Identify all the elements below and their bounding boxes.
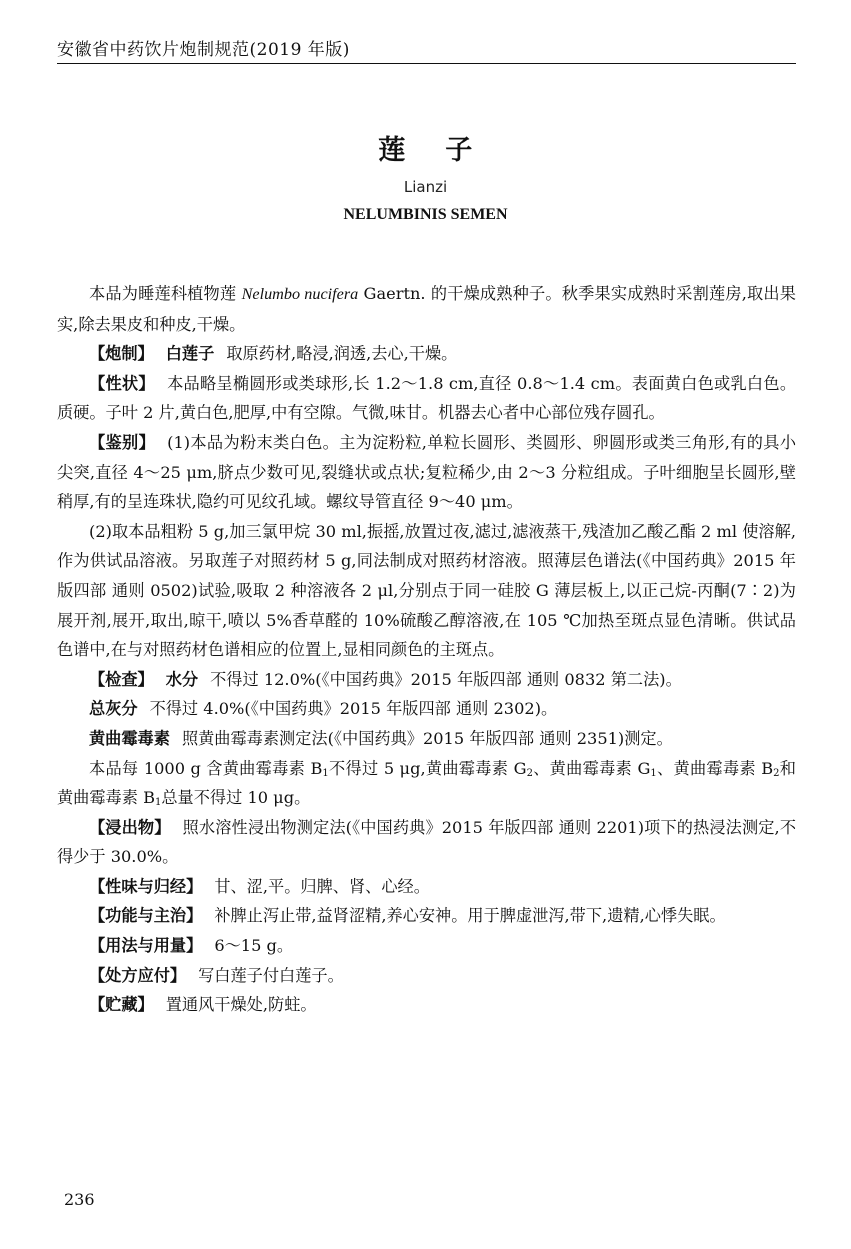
prescription-text: 写白莲子付白莲子。 [198, 965, 344, 985]
subscript: 1 [650, 767, 657, 779]
storage-text: 置通风干燥处,防蛀。 [165, 995, 317, 1015]
aflatoxin-limit-text: 不得过 5 μg,黄曲霉毒素 G [328, 758, 527, 778]
prescription-section [57, 961, 796, 991]
aflatoxin-paragraph [57, 724, 796, 754]
extract-label: 【浸出物】 [89, 817, 171, 837]
processing-section [57, 339, 796, 369]
processing-sub-label: 白莲子 [165, 344, 215, 364]
aflatoxin-limit-text: 和黄曲霉毒素 B [57, 758, 796, 808]
prescription-label: 【处方应付】 [89, 965, 187, 985]
subscript: 1 [154, 797, 162, 809]
aflatoxin-text: 照黄曲霉毒素测定法(《中国药典》2015 年版四部 通则 2351)测定。 [181, 728, 673, 748]
pinyin-name: Lianzi [403, 178, 448, 196]
function-section [57, 901, 796, 931]
processing-label: 【炮制】 [89, 344, 154, 364]
inspection-section [57, 665, 796, 695]
subscript: 2 [773, 767, 780, 779]
character-label: 【性状】 [89, 373, 155, 393]
dosage-label: 【用法与用量】 [89, 936, 203, 956]
identification-label: 【鉴别】 [89, 432, 156, 452]
aflatoxin-limit-text: 、黄曲霉毒素 B [656, 758, 774, 778]
nature-text: 甘、涩,平。归脾、肾、心经。 [214, 876, 430, 896]
storage-label: 【贮藏】 [89, 995, 154, 1015]
subscript: 2 [526, 767, 533, 779]
aflatoxin-limit-text: 总量不得过 10 μg。 [161, 788, 311, 808]
subscript: 1 [322, 767, 329, 779]
character-section [57, 369, 796, 428]
inspection-label: 【检查】 [89, 669, 154, 689]
aflatoxin-limit-text: 本品每 1000 g 含黄曲霉毒素 B [89, 758, 323, 778]
identification-text-2: (2)取本品粗粉 5 g,加三氯甲烷 30 ml,振摇,放置过夜,滤过,滤液蒸干,残渣加乙酸乙酯 2 ml 使溶解,作为供试品溶液。另取莲子对照药材 5 g,同法制成对照药材溶液。照薄层色谱法(《中国药典》2015 年版四部 通则 0502)试验,吸取 2 种溶液各 2 μl,分别点于同一硅胶 G 薄层板上,以正己烷-丙酮(7∶2)为展开剂,展开,取出,晾干,喷以 5%香草醛的 10%硫酸乙醇溶液,在 105 ℃加热至斑点显色清晰。供试品色谱中,在与对照药材色谱相应的位置上,显相同颜色的主斑点。 [57, 521, 796, 660]
species-name: Nelumbo nucifera [241, 285, 359, 303]
nature-label: 【性味与归经】 [89, 876, 203, 896]
extract-section [57, 813, 796, 872]
header-rule [57, 63, 796, 64]
function-text: 补脾止泻止带,益肾涩精,养心安神。用于脾虚泄泻,带下,遗精,心悸失眠。 [214, 906, 726, 926]
monograph-title: 莲 子 [378, 135, 473, 166]
extract-text: 照水溶性浸出物测定法(《中国药典》2015 年版四部 通则 2201)项下的热浸法测定,不得少于 30.0%。 [57, 817, 797, 867]
dosage-text: 6～15 g。 [214, 936, 294, 956]
identification-section [57, 428, 796, 517]
ash-text: 不得过 4.0%(《中国药典》2015 年版四部 通则 2302)。 [149, 699, 558, 719]
dosage-section [57, 931, 796, 961]
processing-text: 取原药材,略浸,润透,去心,干燥。 [226, 344, 458, 364]
function-label: 【功能与主治】 [89, 906, 203, 926]
running-head: 安徽省中药饮片炮制规范(2019 年版) [57, 40, 350, 60]
aflatoxin-limit-text: 、黄曲霉毒素 G [532, 758, 651, 778]
character-text: 本品略呈椭圆形或类球形,长 1.2～1.8 cm,直径 0.8～1.4 cm。表面黄白色或乳白色。质硬。子叶 2 片,黄白色,肥厚,中有空隙。气微,味甘。机器去心者中心部位残存圆孔。 [57, 373, 797, 423]
intro-paragraph [57, 279, 796, 339]
intro-text-tail: Gaertn. 的干燥成熟种子。秋季果实成熟时采割莲房,取出果实,除去果皮和种皮,干燥。 [57, 284, 796, 334]
ash-paragraph [57, 694, 796, 724]
ash-label: 总灰分 [89, 699, 138, 719]
page-number: 236 [64, 1190, 95, 1209]
moisture-text: 不得过 12.0%(《中国药典》2015 年版四部 通则 0832 第二法)。 [210, 669, 682, 689]
identification-text-1: (1)本品为粉末类白色。主为淀粉粒,单粒长圆形、类圆形、卵圆形或类三角形,有的具小尖突,直径 4～25 μm,脐点少数可见,裂缝状或点状;复粒稀少,由 2～3 分粒组成。子叶细胞呈长圆形,壁稍厚,有的呈连珠状,隐约可见纹孔域。螺纹导管直径 9～40 μm。 [57, 432, 797, 512]
intro-text: 本品为睡莲科植物莲 [89, 284, 242, 303]
identification-paragraph-2 [57, 517, 796, 665]
nature-section [57, 872, 796, 902]
monograph-body [57, 279, 796, 1020]
aflatoxin-label: 黄曲霉毒素 [89, 728, 170, 748]
aflatoxin-limit-paragraph [57, 754, 796, 813]
storage-section [57, 990, 796, 1020]
latin-name: NELUMBINIS SEMEN [343, 206, 508, 223]
moisture-label: 水分 [165, 669, 199, 689]
